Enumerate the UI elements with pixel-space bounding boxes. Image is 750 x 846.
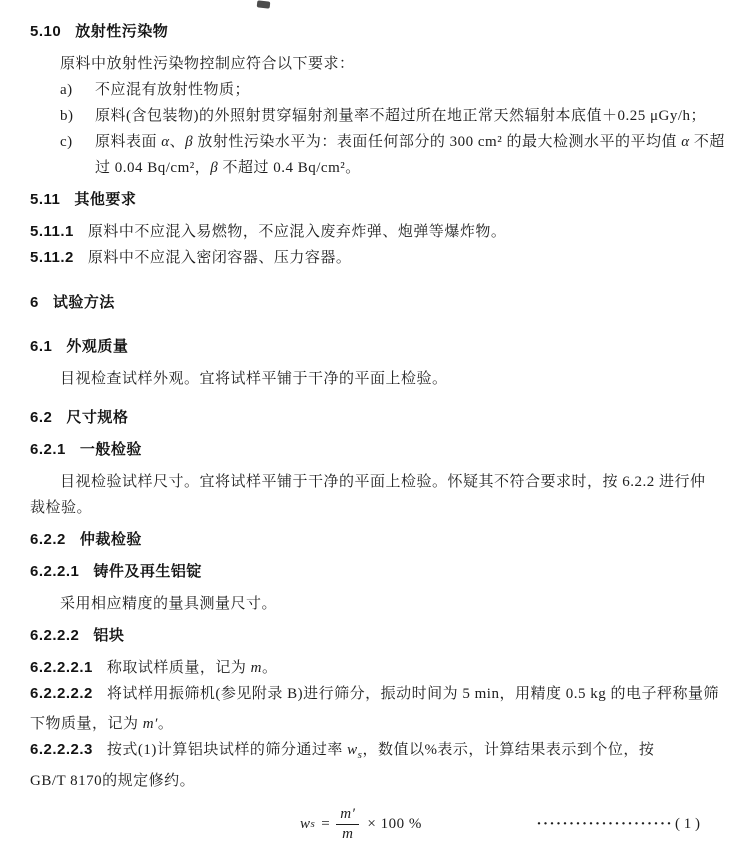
symbol-beta: β: [210, 160, 219, 176]
clause-6-2-2-2-3-line1: [30, 737, 722, 768]
clause-text: 下物质量，记为: [30, 716, 143, 732]
clause-6-2-2-2-3-line2: GB/T 8170的规定修约。: [30, 773, 196, 789]
heading-6-2-2: [30, 527, 722, 553]
variable-m: m: [250, 660, 262, 676]
fraction-numerator: m′: [336, 806, 359, 825]
clause-title: 一般检验: [79, 441, 142, 458]
clause-6-2-2-2-2-line2: [30, 711, 722, 737]
clause-number: 6.2.2.2: [30, 627, 80, 644]
list-item-c-line2: [95, 155, 722, 181]
heading-6-2-2-2: [30, 623, 722, 649]
fraction: [336, 806, 359, 843]
clause-text: 原料中不应混入密闭容器、压力容器。: [87, 250, 352, 266]
paragraph-6-2-1-line1: 目视检验试样尺寸。宜将试样平铺于干净的平面上检验。怀疑其不符合要求时，按 6.2.2 进行仲: [60, 474, 706, 490]
symbol-beta: β: [185, 134, 194, 150]
variable-ws-subscript: s: [357, 749, 363, 761]
list-text-c: 过 0.04 Bq/cm²，: [95, 160, 211, 176]
paragraph-5-10-intro: 原料中放射性污染物控制应符合以下要求：: [60, 56, 355, 72]
clause-text: 。: [262, 660, 278, 676]
clause-number: 6.2.2.2.2: [30, 685, 93, 702]
leader-dots: ·····················: [536, 815, 673, 832]
list-label-b: b): [60, 108, 74, 124]
clause-text: ，数值以%表示，计算结果表示到个位，按: [362, 742, 655, 758]
clause-title: 试验方法: [52, 294, 115, 311]
list-text-c: 不超: [689, 134, 725, 150]
list-text-a: 不应混有放射性物质；: [95, 82, 251, 98]
list-text-b: 原料(含包装物)的外照射贯穿辐射剂量率不超过所在地正常天然辐射本底值＋0.25 μGy/h；: [95, 108, 707, 124]
symbol-alpha: α: [681, 134, 690, 150]
heading-6-2-2-1: [30, 559, 722, 585]
clause-title: 铝块: [93, 627, 125, 644]
heading-6-1: [30, 334, 722, 360]
clause-5-11-1: [30, 219, 722, 245]
clause-6-2-2-2-1: [30, 655, 722, 681]
list-text-c: 原料表面: [95, 134, 162, 150]
heading-5-11: [30, 187, 722, 213]
clause-number: 5.11: [30, 191, 61, 208]
variable-ws-subscript: s: [310, 818, 316, 830]
clause-number: 6.2: [30, 409, 53, 426]
list-label-a: a): [60, 82, 73, 98]
clause-number: 6.2.2.1: [30, 563, 80, 580]
heading-6: [30, 290, 722, 316]
clause-title: 仲裁检验: [79, 531, 142, 548]
variable-ws: w: [300, 815, 311, 832]
clause-number: 5.10: [30, 23, 62, 40]
equation-1-row: [30, 802, 722, 846]
list-label-c: c): [60, 134, 73, 150]
clause-text: 将试样用振筛机(参见附录 B)进行筛分，振动时间为 5 min，用精度 0.5 kg 的电子秤称量筛: [106, 686, 719, 702]
fraction-denominator: m: [342, 825, 354, 842]
list-item-b: [60, 103, 722, 129]
list-item-c-line1: [60, 129, 725, 155]
paragraph-6-2-2-1: 采用相应精度的量具测量尺寸。: [60, 596, 278, 612]
variable-m-prime: m′: [142, 716, 158, 732]
equation-1: [300, 806, 422, 843]
times-100-percent: × 100 %: [367, 815, 422, 832]
clause-number: 6: [30, 294, 39, 311]
heading-6-2-1: [30, 437, 722, 463]
equation-number: ( 1 ): [675, 815, 700, 832]
paragraph-6-1: 目视检查试样外观。宜将试样平铺于干净的平面上检验。: [60, 371, 448, 387]
clause-number: 6.2.2.2.3: [30, 741, 93, 758]
clause-title: 其他要求: [74, 191, 137, 208]
clause-number: 5.11.1: [30, 223, 74, 240]
clause-text: 原料中不应混入易燃物，不应混入废弃炸弹、炮弹等爆炸物。: [87, 224, 507, 240]
paragraph-6-2-1-line2: 裁检验。: [30, 500, 93, 516]
list-text-c: 、: [169, 134, 186, 150]
clause-5-11-2: [30, 245, 722, 271]
equation-leader: [536, 816, 722, 833]
clause-text: 按式(1)计算铝块试样的筛分通过率: [106, 742, 348, 758]
clause-text: 。: [157, 716, 174, 732]
clause-title: 外观质量: [66, 338, 129, 355]
heading-6-2: [30, 405, 722, 431]
clause-title: 尺寸规格: [66, 409, 129, 426]
clause-title: 放射性污染物: [75, 23, 169, 40]
list-item-a: [60, 77, 722, 103]
clause-number: 6.2.1: [30, 441, 66, 458]
clause-number: 6.2.2: [30, 531, 66, 548]
clause-number: 6.1: [30, 338, 53, 355]
equals-sign: =: [321, 815, 331, 832]
clause-6-2-2-2-2-line1: [30, 681, 722, 707]
clause-number: 5.11.2: [30, 249, 74, 266]
clause-number: 6.2.2.2.1: [30, 659, 93, 676]
variable-ws: w: [347, 742, 358, 758]
list-text-c: 放射性污染水平为：表面任何部分的 300 cm² 的最大检测水平的平均值: [193, 134, 682, 150]
list-text-c: 不超过 0.4 Bq/cm²。: [218, 160, 361, 176]
scan-artifact: [257, 0, 271, 8]
heading-5-10: [30, 19, 722, 45]
clause-text: 称取试样质量，记为: [106, 660, 251, 676]
clause-title: 铸件及再生铝锭: [93, 563, 202, 580]
symbol-alpha: α: [161, 134, 170, 150]
